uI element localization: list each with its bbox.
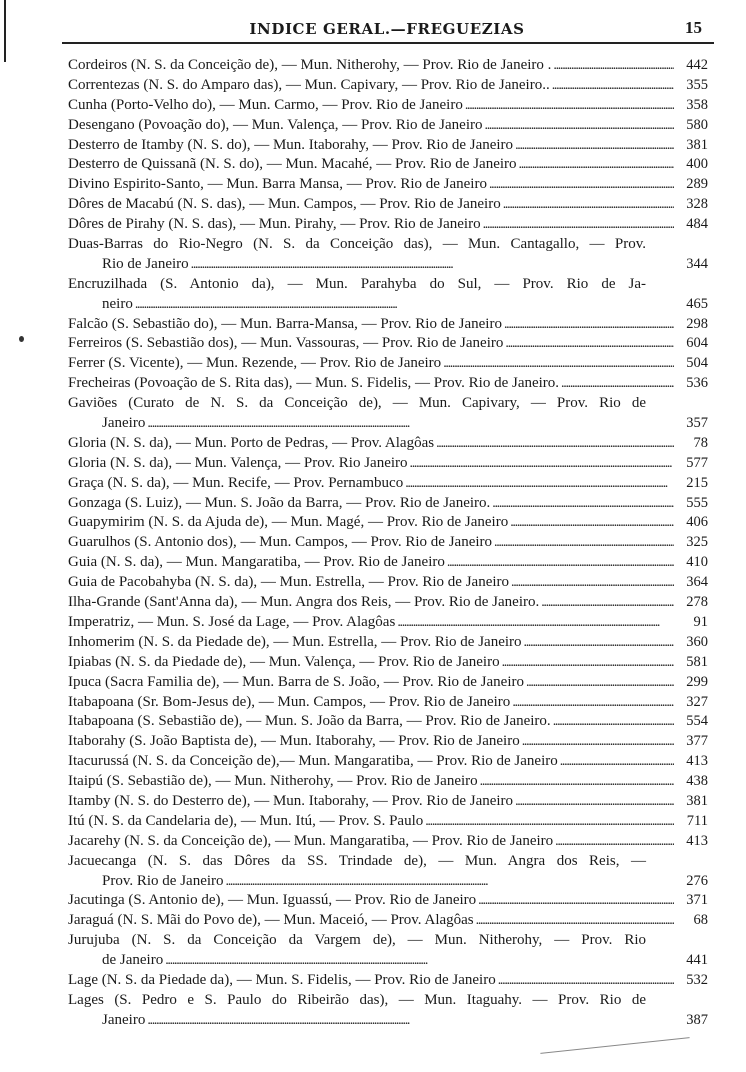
entry-text: Guia (N. S. da), — Mun. Mangaratiba, — Prov. Rio de Janeiro: [68, 554, 445, 571]
entry-text: Itacurussá (N. S. da Conceição de),— Mun. Mangaratiba, — Prov. Rio de Janeiro: [68, 753, 558, 770]
dot-leader: [191, 255, 674, 275]
entry-page-number: 413: [686, 832, 708, 849]
index-entry: [68, 394, 708, 434]
dot-leader: [425, 812, 674, 832]
header-rule: [62, 42, 714, 44]
entry-page-number: 276: [686, 872, 708, 889]
entry-text: Graça (N. S. da), — Mun. Recife, — Prov. Pernambuco: [68, 474, 404, 491]
entry-text: Divino Espirito-Santo, — Mun. Barra Mansa, — Prov. Rio de Janeiro: [68, 176, 487, 193]
entry-page-number: 441: [686, 952, 708, 969]
entry-line: [68, 454, 708, 474]
entry-page-number: 327: [686, 693, 708, 710]
entry-line: [68, 673, 708, 693]
dot-leader: [498, 971, 674, 991]
entry-line: [68, 732, 708, 752]
entry-text: Duas-Barras do Rio-Negro (N. S. da Conceição das), — Mun. Cantagallo, — Prov.: [68, 236, 646, 253]
page-number: 15: [685, 18, 702, 37]
index-entry: [68, 911, 708, 931]
dot-leader: [510, 513, 674, 533]
dot-leader: [560, 752, 674, 772]
index-entry: [68, 832, 708, 852]
entry-text: Guia de Pacobahyba (N. S. da), — Mun. Estrella, — Prov. Rio de Janeiro: [68, 574, 510, 591]
entry-text: Dôres de Macabú (N. S. das), — Mun. Campos, — Prov. Rio de Janeiro: [68, 196, 501, 213]
entry-continuation: Prov. Rio de Janeiro: [102, 872, 224, 889]
index-entry: [68, 354, 708, 374]
entry-continuation: Janeiro: [102, 415, 146, 432]
index-entry: [68, 494, 708, 514]
entry-page-number: 381: [686, 136, 708, 153]
entry-page-number: 554: [686, 713, 708, 730]
entry-text: Lages (S. Pedro e S. Paulo do Ribeirão das), — Mun. Itaguahy. — Prov. Rio de: [68, 991, 646, 1008]
entry-continuation: Janeiro: [102, 1011, 146, 1028]
entry-text: Guarulhos (S. Antonio dos), — Mun. Campos, — Prov. Rio de Janeiro: [68, 534, 493, 551]
index-entry: [68, 454, 708, 474]
entry-line: [68, 533, 708, 553]
entry-text: Gloria (N. S. da), — Mun. Valença, — Prov. Rio Janeiro: [68, 454, 408, 471]
entry-continuation-line: [68, 1011, 708, 1031]
entry-text: Ipiabas (N. S. da Piedade de), — Mun. Valença, — Prov. Rio de Janeiro: [68, 653, 500, 670]
dot-leader: [492, 494, 674, 514]
dot-leader: [147, 1011, 674, 1031]
dot-leader: [443, 354, 674, 374]
ink-smudge: [540, 1037, 689, 1054]
entry-text: Lage (N. S. da Piedade da), — Mun. S. Fidelis, — Prov. Rio de Janeiro: [68, 971, 496, 988]
entry-text: Cunha (Porto-Velho do), — Mun. Carmo, — Prov. Rio de Janeiro: [68, 96, 463, 113]
dot-leader: [483, 215, 674, 235]
entry-text: Itú (N. S. da Candelaria de), — Mun. Itú, — Prov. S. Paulo: [68, 812, 424, 829]
dot-leader: [485, 116, 675, 136]
dot-leader: [555, 832, 674, 852]
entry-page-number: 357: [686, 415, 708, 432]
entry-page-number: 91: [693, 613, 708, 630]
entry-page-number: 360: [686, 633, 708, 650]
index-entry: [68, 56, 708, 76]
index-entry: [68, 434, 708, 454]
entry-line: [68, 613, 708, 633]
entry-text: Encruzilhada (S. Antonio da), — Mun. Parahyba do Sul, — Prov. Rio de Ja-: [68, 275, 646, 292]
entry-text: Itabapoana (Sr. Bom-Jesus de), — Mun. Campos, — Prov. Rio de Janeiro: [68, 693, 511, 710]
entry-continuation-line: [68, 255, 708, 275]
entry-line: [68, 852, 708, 872]
entry-page-number: 532: [686, 971, 708, 988]
entry-page-number: 410: [686, 554, 708, 571]
dot-leader: [147, 414, 674, 434]
entry-text: Itaborahy (S. João Baptista de), — Mun. Itaborahy, — Prov. Rio de Janeiro: [68, 733, 520, 750]
entry-line: [68, 971, 708, 991]
entry-line: [68, 354, 708, 374]
entry-page-number: 465: [686, 295, 708, 312]
index-entry: [68, 275, 708, 315]
page-header: [62, 16, 712, 40]
entry-text: Gaviões (Curato de N. S. da Conceição de), — Mun. Capivary, — Prov. Rio de: [68, 395, 646, 412]
page-title: INDICE GERAL.—FREGUEZIAS: [249, 20, 525, 38]
entry-line: [68, 494, 708, 514]
dot-leader: [519, 155, 674, 175]
dot-leader: [541, 593, 674, 613]
dot-leader: [511, 573, 674, 593]
index-entry: [68, 653, 708, 673]
entry-line: [68, 275, 708, 295]
dot-leader: [552, 76, 674, 96]
entry-page-number: 325: [686, 534, 708, 551]
entry-page-number: 371: [686, 892, 708, 909]
entry-continuation-line: [68, 872, 708, 892]
entry-line: [68, 891, 708, 911]
entry-line: [68, 474, 708, 494]
dot-leader: [504, 315, 674, 335]
entry-page-number: 406: [686, 514, 708, 531]
entry-text: Dôres de Pirahy (N. S. das), — Mun. Pirahy, — Prov. Rio de Janeiro: [68, 216, 481, 233]
entry-line: [68, 653, 708, 673]
dot-leader: [478, 891, 674, 911]
entry-text: Ilha-Grande (Sant'Anna da), — Mun. Angra dos Reis, — Prov. Rio de Janeiro.: [68, 594, 540, 611]
index-entry: [68, 573, 708, 593]
dot-leader: [503, 195, 674, 215]
index-entry: [68, 732, 708, 752]
dot-leader: [165, 951, 674, 971]
index-entry: [68, 752, 708, 772]
dot-leader: [494, 533, 674, 553]
entry-page-number: 577: [686, 454, 708, 471]
entry-page-number: 504: [686, 355, 708, 372]
entry-page-number: 413: [686, 753, 708, 770]
entry-line: [68, 315, 708, 335]
entry-text: Desengano (Povoação do), — Mun. Valença, — Prov. Rio de Janeiro: [68, 116, 483, 133]
index-entry: [68, 315, 708, 335]
dot-leader: [553, 712, 674, 732]
dot-leader: [226, 872, 674, 892]
entry-text: Cordeiros (N. S. da Conceição de), — Mun. Nitherohy, — Prov. Rio de Janeiro .: [68, 57, 552, 73]
index-entry: [68, 155, 708, 175]
entry-text: Desterro de Quissanã (N. S. do), — Mun. Macahé, — Prov. Rio de Janeiro: [68, 156, 517, 173]
index-entry: [68, 175, 708, 195]
entry-text: Itamby (N. S. do Desterro de), — Mun. Itaborahy, — Prov. Rio de Janeiro: [68, 792, 514, 809]
entry-page-number: 580: [686, 116, 708, 133]
entry-page-number: 381: [686, 792, 708, 809]
entry-line: [68, 752, 708, 772]
index-entries: [68, 56, 708, 1031]
index-entry: [68, 613, 708, 633]
entry-continuation-line: [68, 951, 708, 971]
dot-leader: [465, 96, 674, 116]
entry-text: Desterro de Itamby (N. S. do), — Mun. Itaborahy, — Prov. Rio de Janeiro: [68, 136, 514, 153]
index-entry: [68, 593, 708, 613]
entry-line: [68, 772, 708, 792]
dot-leader: [512, 693, 674, 713]
dot-leader: [135, 295, 674, 315]
index-entry: [68, 533, 708, 553]
entry-line: [68, 553, 708, 573]
entry-line: [68, 155, 708, 175]
dot-leader: [489, 175, 674, 195]
index-entry: [68, 474, 708, 494]
entry-line: [68, 116, 708, 136]
index-entry: [68, 633, 708, 653]
dot-leader: [502, 653, 674, 673]
index-entry: [68, 513, 708, 533]
dot-leader: [410, 454, 674, 474]
dot-leader: [480, 772, 674, 792]
entry-line: [68, 693, 708, 713]
index-entry: [68, 136, 708, 156]
entry-line: [68, 175, 708, 195]
index-entry: [68, 772, 708, 792]
index-entry: [68, 891, 708, 911]
index-entry: [68, 931, 708, 971]
entry-page-number: 484: [686, 216, 708, 233]
entry-page-number: 604: [686, 335, 708, 352]
entry-line: [68, 792, 708, 812]
entry-line: [68, 76, 708, 96]
index-entry: [68, 116, 708, 136]
entry-line: [68, 334, 708, 354]
index-entry: [68, 96, 708, 116]
entry-line: [68, 911, 708, 931]
index-entry: [68, 693, 708, 713]
entry-page-number: 355: [686, 76, 708, 93]
entry-text: Gloria (N. S. da), — Mun. Porto de Pedras, — Prov. Alagôas: [68, 434, 435, 451]
index-entry: [68, 971, 708, 991]
dot-leader: [405, 474, 674, 494]
dot-leader: [515, 792, 674, 812]
entry-page-number: 68: [693, 912, 708, 929]
entry-line: [68, 832, 708, 852]
entry-page-number: 438: [686, 773, 708, 790]
entry-page-number: 278: [686, 594, 708, 611]
dot-leader: [561, 374, 674, 394]
dot-leader: [397, 613, 674, 633]
entry-continuation-line: [68, 414, 708, 434]
entry-line: [68, 56, 708, 76]
entry-page-number: 581: [686, 653, 708, 670]
index-entry: [68, 792, 708, 812]
index-entry: [68, 235, 708, 275]
dot-leader: [436, 434, 674, 454]
entry-continuation: neiro: [102, 295, 133, 312]
entry-line: [68, 931, 708, 951]
entry-text: Ferrer (S. Vicente), — Mun. Rezende, — Prov. Rio de Janeiro: [68, 355, 442, 372]
entry-continuation: de Janeiro: [102, 952, 164, 969]
entry-text: Ipuca (Sacra Familia de), — Mun. Barra de S. João, — Prov. Rio de Janeiro: [68, 673, 524, 690]
entry-line: [68, 812, 708, 832]
entry-page-number: 442: [686, 57, 708, 73]
entry-text: Guapymirim (N. S. da Ajuda de), — Mun. Magé, — Prov. Rio de Janeiro: [68, 514, 509, 531]
binding-edge-mark: [4, 0, 6, 62]
entry-continuation: Rio de Janeiro: [102, 255, 189, 272]
entry-line: [68, 573, 708, 593]
entry-page-number: 711: [686, 812, 708, 829]
dot-leader: [515, 136, 674, 156]
entry-text: Falcão (S. Sebastião do), — Mun. Barra-Mansa, — Prov. Rio de Janeiro: [68, 315, 502, 332]
entry-page-number: 328: [686, 196, 708, 213]
entry-line: [68, 991, 708, 1011]
index-entry: [68, 553, 708, 573]
entry-page-number: 215: [686, 474, 708, 491]
entry-page-number: 358: [686, 96, 708, 113]
index-entry: [68, 712, 708, 732]
index-entry: [68, 195, 708, 215]
entry-line: [68, 235, 708, 255]
dot-leader: [522, 732, 674, 752]
entry-page-number: 344: [686, 255, 708, 272]
ink-speck: [19, 336, 24, 342]
entry-line: [68, 374, 708, 394]
entry-page-number: 400: [686, 156, 708, 173]
entry-line: [68, 513, 708, 533]
index-entry: [68, 852, 708, 892]
entry-line: [68, 195, 708, 215]
entry-page-number: 299: [686, 673, 708, 690]
entry-text: Jurujuba (N. S. da Conceição da Vargem de), — Mun. Nitherohy, — Prov. Rio: [68, 932, 646, 949]
entry-line: [68, 136, 708, 156]
dot-leader: [526, 673, 674, 693]
index-entry: [68, 991, 708, 1031]
index-entry: [68, 374, 708, 394]
entry-text: Itabapoana (S. Sebastião de), — Mun. S. João da Barra, — Prov. Rio de Janeiro.: [68, 713, 551, 730]
entry-page-number: 536: [686, 375, 708, 392]
entry-continuation-line: [68, 295, 708, 315]
index-entry: [68, 334, 708, 354]
entry-page-number: 387: [686, 1011, 708, 1028]
entry-line: [68, 712, 708, 732]
entry-line: [68, 593, 708, 613]
entry-text: Frecheiras (Povoação de S. Rita das), — Mun. S. Fidelis, — Prov. Rio de Janeiro.: [68, 375, 560, 392]
entry-page-number: 298: [686, 315, 708, 332]
entry-text: Jaraguá (N. S. Mãi do Povo de), — Mun. Maceió, — Prov. Alagôas: [68, 912, 474, 929]
entry-page-number: 555: [686, 494, 708, 511]
entry-page-number: 289: [686, 176, 708, 193]
entry-line: [68, 96, 708, 116]
entry-page-number: 377: [686, 733, 708, 750]
index-entry: [68, 673, 708, 693]
dot-leader: [476, 911, 674, 931]
entry-line: [68, 394, 708, 414]
index-entry: [68, 76, 708, 96]
dot-leader: [553, 56, 674, 76]
entry-text: Jacuecanga (N. S. das Dôres da SS. Trindade de), — Mun. Angra dos Reis, —: [68, 852, 646, 869]
entry-text: Itaipú (S. Sebastião de), — Mun. Nitherohy, — Prov. Rio de Janeiro: [68, 773, 478, 790]
entry-page-number: 364: [686, 574, 708, 591]
dot-leader: [524, 633, 674, 653]
entry-text: Correntezas (N. S. do Amparo das), — Mun. Capivary, — Prov. Rio de Janeiro..: [68, 76, 550, 93]
entry-line: [68, 434, 708, 454]
entry-text: Jacarehy (N. S. da Conceição de), — Mun. Mangaratiba, — Prov. Rio de Janeiro: [68, 832, 554, 849]
entry-text: Jacutinga (S. Antonio de), — Mun. Iguassú, — Prov. Rio de Janeiro: [68, 892, 477, 909]
dot-leader: [447, 553, 674, 573]
index-entry: [68, 215, 708, 235]
entry-text: Inhomerim (N. S. da Piedade de), — Mun. Estrella, — Prov. Rio de Janeiro: [68, 633, 522, 650]
entry-text: Gonzaga (S. Luiz), — Mun. S. João da Barra, — Prov. Rio de Janeiro.: [68, 494, 491, 511]
index-entry: [68, 812, 708, 832]
dot-leader: [505, 334, 674, 354]
entry-text: Ferreiros (S. Sebastião dos), — Mun. Vassouras, — Prov. Rio de Janeiro: [68, 335, 504, 352]
entry-text: Imperatriz, — Mun. S. José da Lage, — Prov. Alagôas: [68, 613, 396, 630]
entry-page-number: 78: [693, 434, 708, 451]
entry-line: [68, 633, 708, 653]
entry-line: [68, 215, 708, 235]
